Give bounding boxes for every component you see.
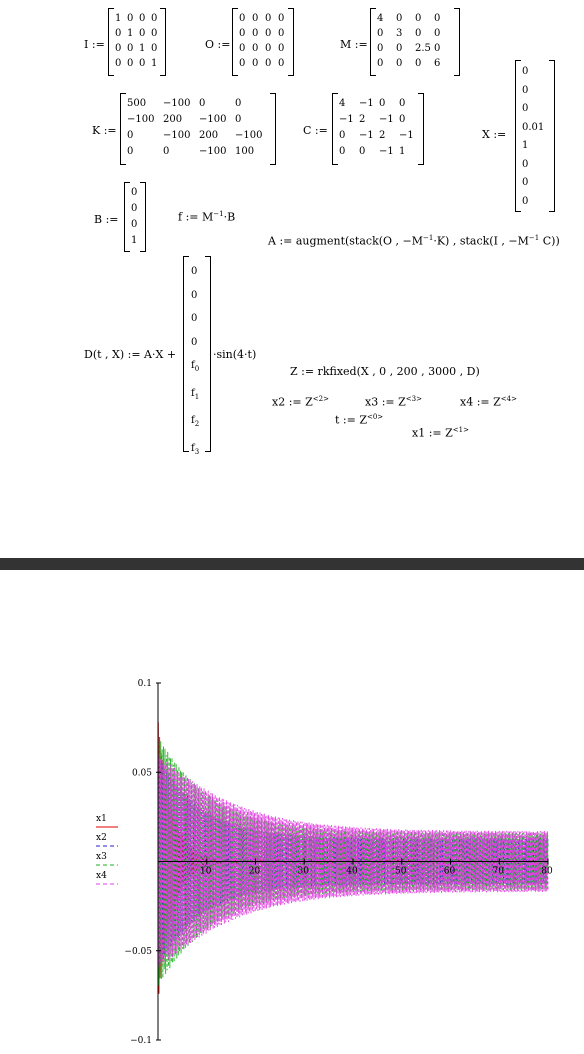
matrix-cell: 0 — [239, 58, 246, 69]
matrix-O-label: O := — [205, 38, 231, 51]
y-tick-label: −0.05 — [124, 946, 152, 957]
matrix-cell: 2 — [359, 114, 366, 125]
y-tick-label: −0.1 — [130, 1036, 152, 1046]
matrix-cell: 0 — [399, 114, 406, 125]
matrix-cell: 0 — [522, 66, 529, 77]
matrix-cell: −1 — [359, 98, 374, 109]
series-lines — [158, 722, 548, 994]
matrix-cell: 0 — [235, 98, 242, 109]
matrix-cell: 0 — [278, 58, 285, 69]
vector-B-label: B := — [94, 213, 119, 226]
y-tick-label: 0.05 — [131, 768, 152, 779]
matrix-cell: 2 — [379, 130, 386, 141]
x-tick-label: 60 — [443, 866, 456, 877]
matrix-cell: 0 — [163, 146, 170, 157]
matrix-cell: 0 — [396, 58, 403, 69]
A-definition: A := augment(stack(O , $-M^{-1}\cdot K$) , stack(I , $-M^{-1}$ C)) — [268, 234, 560, 248]
matrix-I-label: I := — [84, 38, 105, 51]
matrix-cell: 0 — [434, 43, 441, 54]
matrix-cell: 1 — [139, 43, 146, 54]
matrix-cell: 0 — [127, 43, 134, 54]
matrix-cell: 0 — [522, 84, 529, 96]
matrix-cell: 0 — [377, 43, 384, 54]
matrix-cell: 0 — [151, 13, 158, 24]
matrix-K-label: K := — [92, 124, 117, 137]
f-definition: f := $M^{-1}\cdot B$ — [178, 210, 236, 224]
x-tick-label: 30 — [297, 866, 309, 877]
matrix-cell: 0 — [139, 28, 146, 39]
matrix-cell: 1 — [399, 146, 406, 157]
x-tick-label: 10 — [200, 866, 212, 877]
matrix-cell: 1 — [131, 235, 138, 246]
matrix-cell: −100 — [199, 114, 227, 125]
matrix-cell: −1 — [339, 114, 354, 125]
matrix-cell: 3 — [396, 28, 403, 39]
legend-label-x3: x3 — [96, 852, 107, 862]
matrix-cell: 0 — [399, 98, 406, 109]
matrix-cell: 0 — [278, 43, 285, 54]
matrix-cell: 0 — [265, 28, 272, 39]
vector-cell-sub: 2 — [194, 420, 200, 428]
legend-label-x1: x1 — [96, 814, 107, 824]
x-tick-label: 80 — [541, 866, 553, 877]
matrix-cell: 0 — [127, 13, 134, 24]
matrix-cell: 4 — [377, 13, 384, 24]
matrix-cell: 0 — [396, 13, 403, 24]
matrix-cell: −1 — [359, 130, 374, 141]
matrix-cell: −100 — [163, 130, 191, 141]
matrix-cell: 0 — [377, 58, 384, 69]
matrix-cell: 200 — [199, 130, 219, 141]
vector-cell-base: 0 — [191, 266, 198, 277]
matrix-cell: 1 — [115, 13, 122, 24]
D-definition-lhs: D(t , X) := A·X + — [84, 348, 177, 361]
matrix-cell: 0 — [115, 43, 122, 54]
matrix-cell: 0 — [265, 58, 272, 69]
matrix-cell: 0 — [115, 58, 122, 69]
matrix-cell: 0 — [379, 98, 386, 109]
x-tick-label: 50 — [395, 866, 407, 877]
x3-definition: x3 := $Z^{<3>}$ — [365, 395, 422, 409]
matrix-cell: −100 — [235, 130, 263, 141]
legend-label-x2: x2 — [96, 833, 107, 843]
x4-definition: x4 := $Z^{<4>}$ — [460, 395, 517, 409]
matrix-cell: 0 — [265, 13, 272, 24]
matrix-cell: 0 — [115, 28, 122, 39]
vector-cell-base: f — [191, 387, 195, 399]
matrix-cell: 0 — [415, 28, 422, 39]
matrix-cell: −100 — [199, 146, 227, 157]
legend-label-x4: x4 — [96, 871, 107, 881]
matrix-cell: 0 — [131, 219, 138, 230]
matrix-cell: −1 — [379, 114, 394, 125]
matrix-cell: 0 — [239, 43, 246, 54]
vector-cell-base: 0 — [191, 336, 198, 348]
x-tick-label: 70 — [492, 866, 504, 877]
vector-cell-sub: 1 — [194, 392, 200, 401]
matrix-cell: 1 — [127, 28, 134, 39]
matrix-C-label: C := — [303, 124, 328, 137]
matrix-cell: 4 — [339, 98, 346, 109]
matrix-cell: 0 — [339, 130, 346, 141]
matrix-cell: −100 — [163, 98, 191, 109]
matrix-cell: 0 — [127, 58, 134, 69]
matrix-cell: 0 — [522, 195, 529, 207]
matrix-cell: 0 — [377, 28, 384, 39]
D-definition-tail: ·sin(4·t) — [213, 348, 257, 361]
matrix-cell: 100 — [235, 146, 255, 157]
matrix-cell: 0 — [199, 98, 206, 109]
matrix-cell: 1 — [151, 58, 158, 69]
matrix-cell: −1 — [379, 146, 394, 157]
y-tick-label: 0.1 — [137, 679, 152, 689]
vector-cell-sub: 0 — [194, 365, 200, 373]
x1-definition: x1 := $Z^{<1>}$ — [412, 426, 469, 440]
matrix-cell: 0 — [131, 203, 138, 214]
matrix-cell: 0 — [522, 158, 529, 170]
matrix-cell: 0 — [151, 43, 158, 54]
matrix-cell: 0 — [522, 177, 529, 188]
plot-legend — [96, 814, 118, 884]
matrix-cell: 0 — [415, 58, 422, 69]
matrix-cell: 1 — [522, 140, 529, 151]
matrix-cell: −100 — [127, 114, 155, 125]
matrix-cell: 0 — [434, 28, 441, 39]
vector-cell-base: f — [191, 442, 195, 454]
matrix-cell: 0 — [434, 13, 441, 24]
matrix-cell: 0 — [396, 43, 403, 54]
x-tick-label: 40 — [346, 866, 358, 877]
matrix-cell: 0 — [278, 28, 285, 39]
matrix-cell: 0 — [127, 130, 134, 141]
vector-cell-base: f — [191, 415, 195, 426]
matrix-cell: 200 — [163, 114, 183, 125]
vector-cell-base: 0 — [191, 313, 198, 324]
Z-definition: Z := rkfixed(X , 0 , 200 , 3000 , D) — [290, 365, 480, 378]
x-tick-label: 20 — [248, 866, 261, 877]
t-definition: t := $Z^{<0>}$ — [335, 413, 384, 427]
matrix-cell: 0 — [359, 146, 366, 157]
matrix-cell: 0 — [252, 13, 259, 24]
matrix-cell: 0 — [339, 146, 346, 157]
matrix-cell: 0 — [139, 58, 146, 69]
matrix-cell: 0 — [235, 114, 242, 125]
matrix-cell: 0 — [278, 13, 285, 24]
matrix-cell: 6 — [434, 58, 441, 69]
matrix-cell: 0 — [131, 187, 138, 198]
matrix-cell: −1 — [399, 130, 414, 141]
matrix-cell: 0 — [522, 103, 529, 114]
matrix-cell: 0 — [252, 43, 259, 54]
matrix-cell: 0 — [151, 28, 158, 39]
matrix-cell: 0 — [415, 13, 422, 24]
matrix-cell: 0 — [252, 58, 259, 69]
matrix-M-label: M := — [340, 38, 368, 51]
matrix-cell: 2.5 — [415, 43, 431, 54]
vector-X-label: X := — [482, 128, 507, 141]
matrix-cell: 0 — [239, 13, 246, 24]
vector-cell-base: f — [191, 360, 195, 371]
vector-cell-sub: 3 — [194, 447, 200, 456]
x2-definition: x2 := $Z^{<2>}$ — [272, 395, 329, 409]
matrix-cell: 0 — [127, 146, 134, 157]
matrix-cell: 0 — [139, 13, 146, 24]
matrix-cell: 0.01 — [522, 121, 545, 133]
matrix-cell: 0 — [265, 43, 272, 54]
vector-cell-base: 0 — [191, 289, 198, 301]
matrix-cell: 0 — [239, 28, 246, 39]
matrix-cell: 500 — [127, 98, 147, 109]
matrix-cell: 0 — [252, 28, 259, 39]
